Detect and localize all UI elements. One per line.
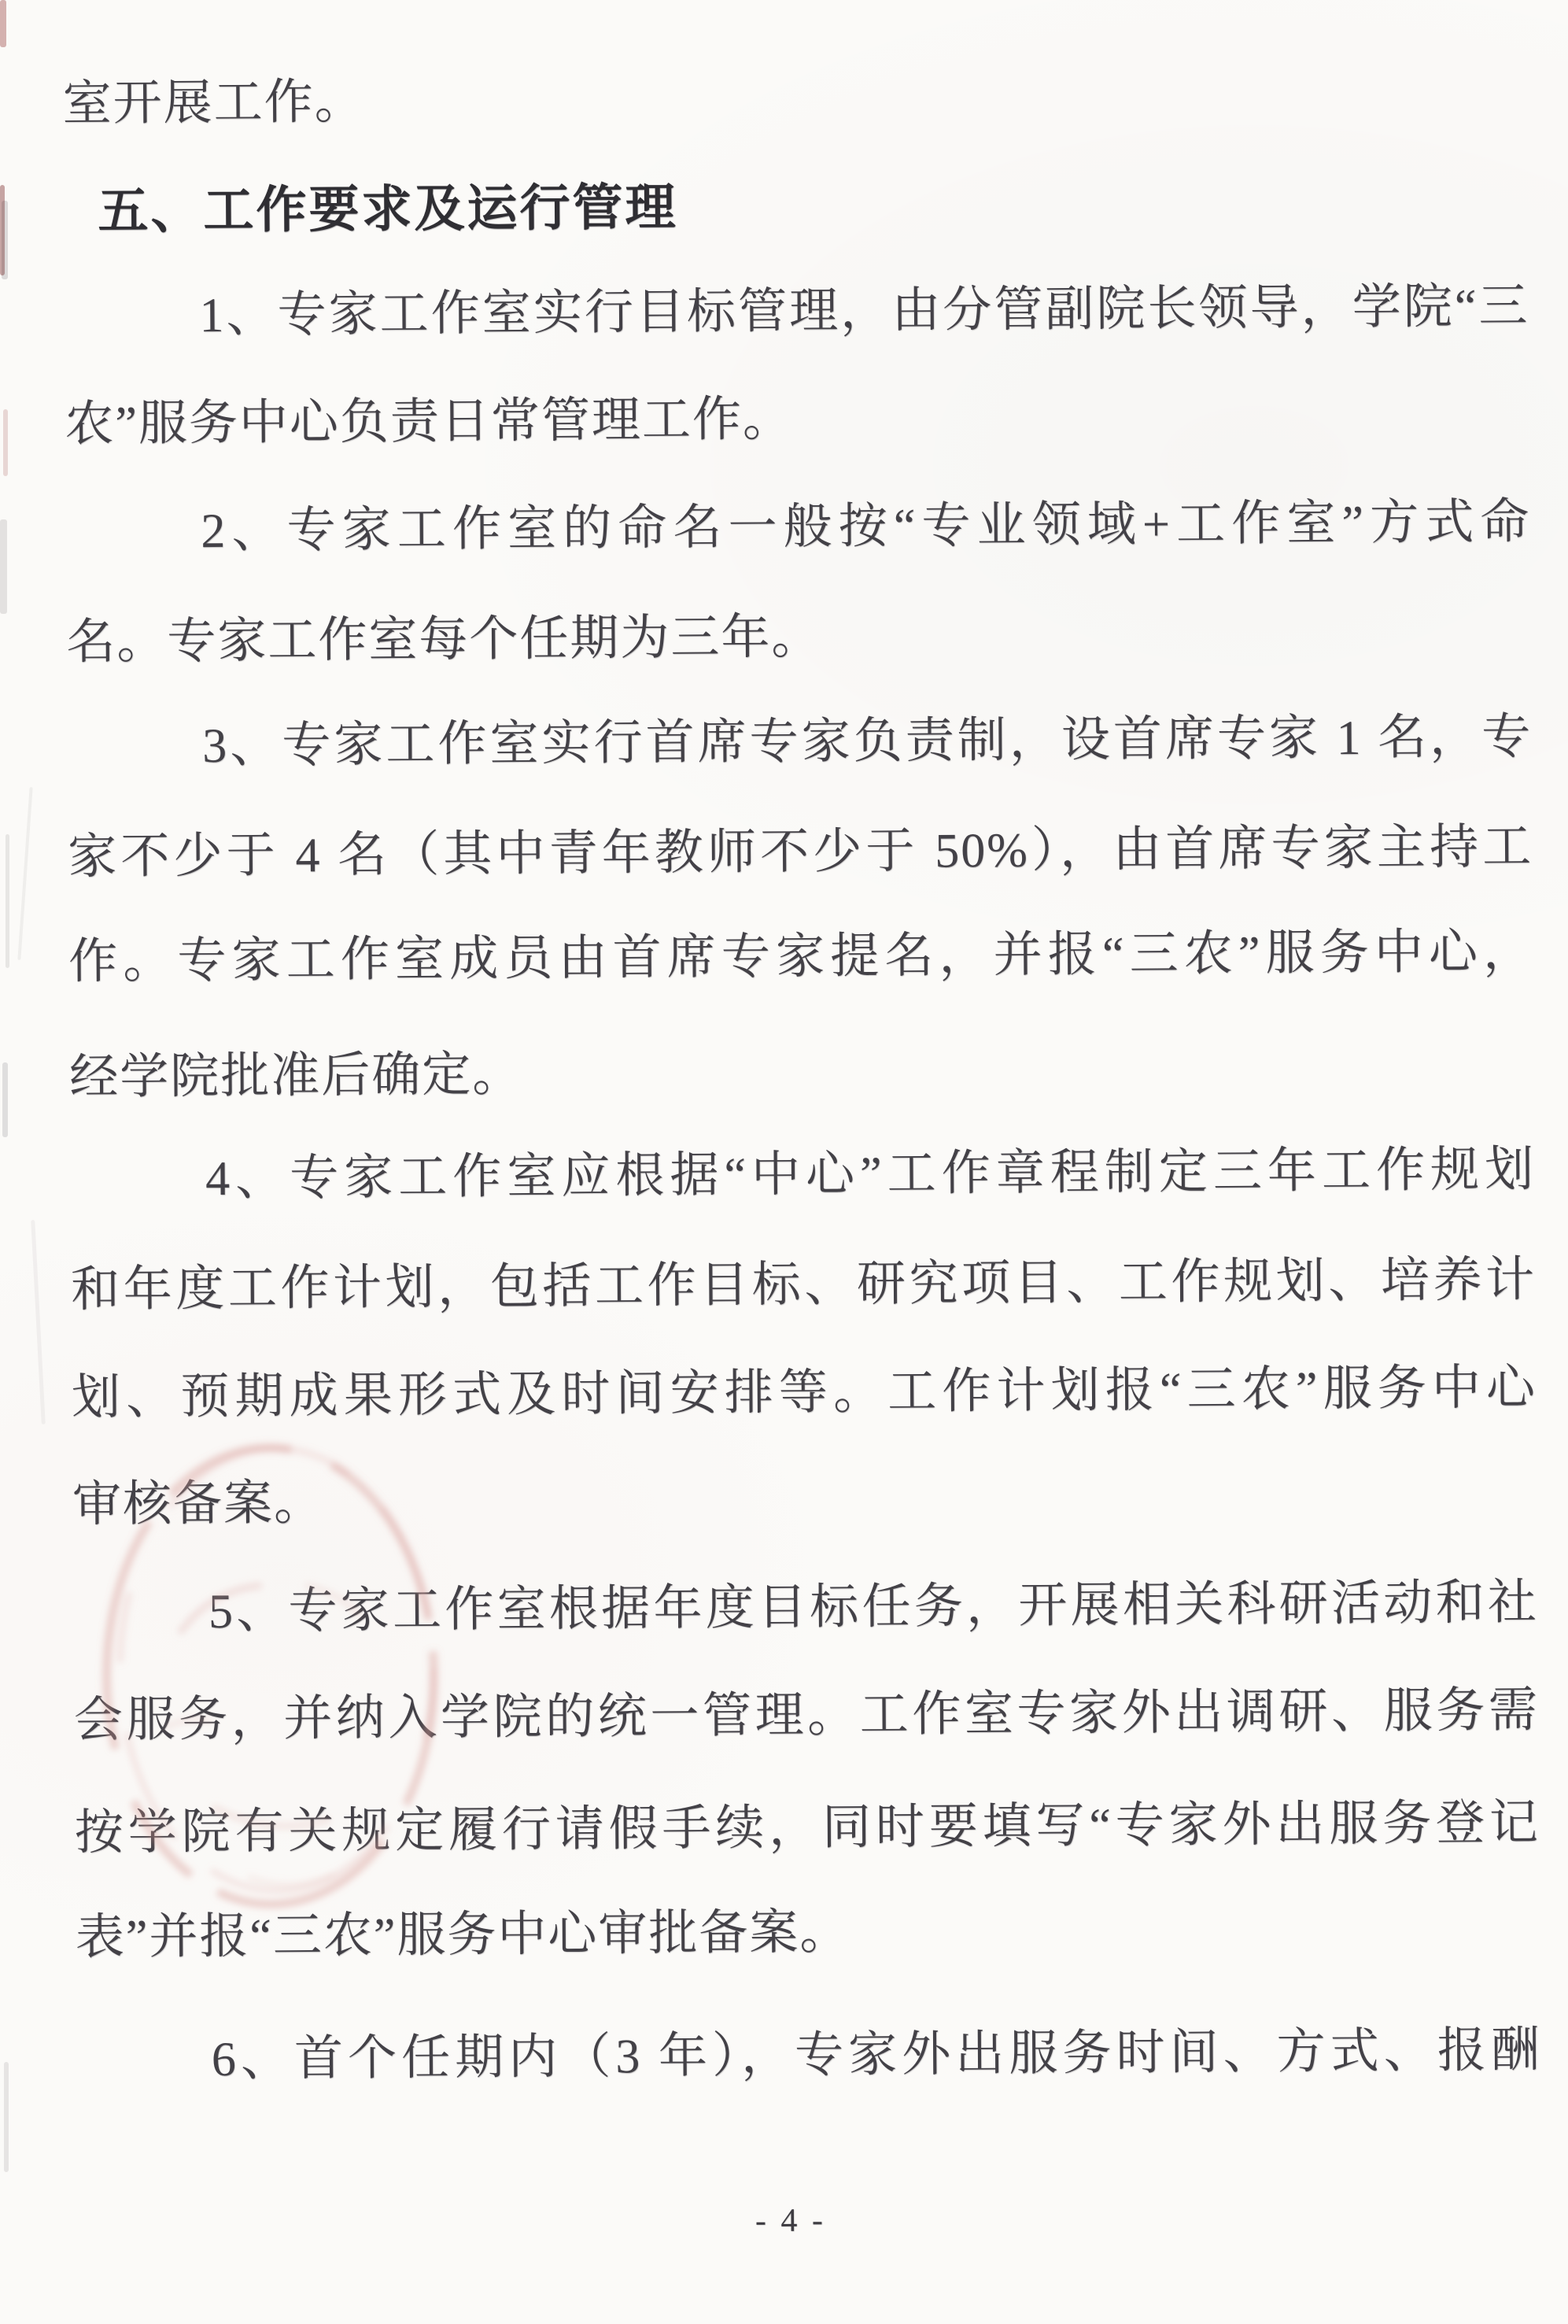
text-line: 家不少于 4 名（其中青年教师不少于 50%），由首席专家主持工 — [68, 820, 1533, 885]
text-line: 名。专家工作室每个任期为三年。 — [66, 610, 822, 670]
text-line: 室开展工作。 — [62, 75, 365, 131]
text-line: 农”服务中心负责日常管理工作。 — [65, 392, 794, 452]
section-heading: 五、工作要求及运行管理 — [98, 178, 678, 240]
text-line: 按学院有关规定履行请假手续，同时要填写“专家外出服务登记 — [74, 1796, 1540, 1860]
text-line: 3、专家工作室实行首席专家负责制，设首席专家 1 名，专 — [202, 710, 1533, 774]
text-line: 1、专家工作室实行目标管理，由分管副院长领导，学院“三 — [199, 279, 1529, 343]
text-line: 会服务，并纳入学院的统一管理。工作室专家外出调研、服务需 — [73, 1683, 1540, 1748]
text-line: 划、预期成果形式及时间安排等。工作计划报“三农”服务中心 — [71, 1361, 1537, 1425]
text-line: 6、首个任期内（3 年），专家外出服务时间、方式、报酬 — [211, 2023, 1542, 2087]
text-line: 经学院批准后确定。 — [68, 1047, 523, 1105]
text-line: 审核备案。 — [72, 1476, 325, 1532]
text-line: 和年度工作计划，包括工作目标、研究项目、工作规划、培养计 — [70, 1253, 1537, 1317]
text-line: 2、专家工作室的命名一般按“专业领域+工作室”方式命 — [201, 495, 1531, 559]
text-line: 表”并报“三农”服务中心审批备案。 — [75, 1905, 850, 1965]
text-line: 作。专家工作室成员由首席专家提名，并报“三农”服务中心， — [68, 925, 1534, 989]
page-number: - 4 - — [754, 2202, 827, 2240]
text-line: 4、专家工作室应根据“中心”工作章程制定三年工作规划 — [205, 1143, 1536, 1206]
text-line: 5、专家工作室根据年度目标任务，开展相关科研活动和社 — [208, 1576, 1539, 1639]
